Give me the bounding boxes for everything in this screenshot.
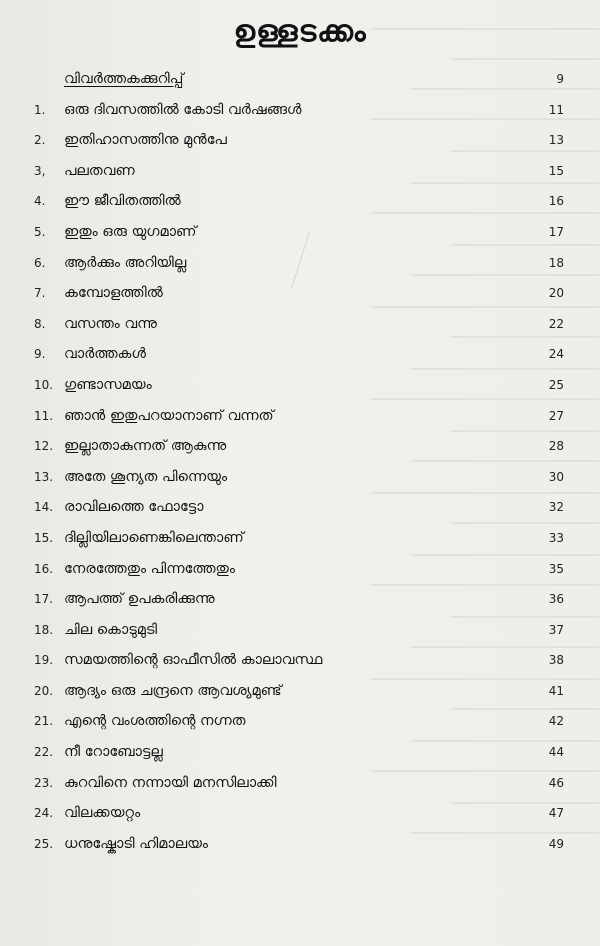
toc-entry-title: വിലക്കയറ്റം [64, 805, 141, 822]
toc-entry-title: പലതവണ [64, 162, 135, 179]
toc-row [34, 706, 564, 737]
toc-page-number: 25 [548, 377, 564, 392]
toc-page-number: 13 [548, 133, 564, 148]
toc-entry-number: 2. [34, 133, 46, 148]
toc-page-number: 32 [548, 500, 564, 515]
toc-entry-number: 15. [34, 530, 54, 545]
toc-entry-title: ചില കൊടുമുടി [64, 621, 157, 638]
toc-entry-title: ആദ്യം ഒരു ചന്ദ്രനെ ആവശ്യമുണ്ട് [64, 682, 282, 699]
toc-row [34, 278, 564, 309]
toc-entry-number: 18. [34, 622, 54, 637]
toc-page-number: 49 [548, 836, 564, 851]
toc-row [34, 431, 564, 462]
table-of-contents [34, 64, 564, 859]
toc-row [34, 829, 564, 860]
toc-page-number: 28 [548, 439, 564, 454]
toc-row [34, 554, 564, 585]
toc-entry-title: കുറവിനെ നന്നായി മനസിലാക്കി [64, 774, 277, 791]
toc-row [34, 95, 564, 126]
toc-entry-number: 16. [34, 561, 54, 576]
bleed-through-line [450, 58, 600, 60]
toc-page-number: 44 [548, 745, 564, 760]
toc-page-number: 15 [548, 163, 564, 178]
toc-page-number: 36 [548, 592, 564, 607]
page-title: ഉള്ളടക്കം [233, 14, 367, 49]
toc-row [34, 737, 564, 768]
toc-entry-number: 20. [34, 683, 54, 698]
toc-preface-row [34, 64, 564, 95]
toc-entry-title: നേരത്തേതും പിന്നത്തേതും [64, 560, 235, 577]
toc-row [34, 401, 564, 432]
toc-entry-title: അതേ ശൂന്യത പിന്നെയും [64, 468, 228, 485]
toc-entry-title: ധനുഷ്കോടി ഹിമാലയം [64, 835, 209, 852]
toc-entry-number: 14. [34, 500, 54, 515]
toc-page-number: 20 [548, 286, 564, 301]
toc-entry-number: 4. [34, 194, 46, 209]
toc-row [34, 615, 564, 646]
toc-entry-title: വാർത്തകൾ [64, 346, 146, 363]
toc-row [34, 156, 564, 187]
toc-entry-number: 9. [34, 347, 46, 362]
toc-entry-number: 5. [34, 224, 46, 239]
toc-entry-number: 17. [34, 592, 54, 607]
toc-entry-number: 23. [34, 775, 54, 790]
toc-row [34, 339, 564, 370]
toc-entry-title: ഇതിഹാസത്തിനു മുൻപേ [64, 132, 227, 149]
toc-entry-number: 7. [34, 286, 46, 301]
toc-row [34, 523, 564, 554]
toc-row [34, 645, 564, 676]
toc-page-number: 9 [556, 72, 564, 86]
toc-page-number: 33 [548, 530, 564, 545]
toc-entry-number: 12. [34, 439, 54, 454]
toc-entry-title: ആർക്കും അറിയില്ല [64, 254, 187, 271]
toc-row [34, 462, 564, 493]
toc-row [34, 309, 564, 340]
toc-page-number: 24 [548, 347, 564, 362]
toc-row [34, 248, 564, 279]
toc-page-number: 22 [548, 316, 564, 331]
toc-page-number: 27 [548, 408, 564, 423]
toc-row [34, 768, 564, 799]
toc-entry-number: 22. [34, 745, 54, 760]
toc-page-number: 30 [548, 469, 564, 484]
toc-entry-title: സമയത്തിന്റെ ഓഫീസിൽ കാലാവസ്ഥ [64, 652, 323, 669]
toc-entry-title: വിവർത്തകക്കുറിപ്പ് [64, 71, 184, 87]
toc-entry-title: ഇല്ലാതാകുന്നത് ആകുന്നു [64, 438, 227, 455]
toc-entry-number: 10. [34, 377, 54, 392]
toc-entry-title: ഇതും ഒരു യുഗമാണ് [64, 223, 197, 240]
toc-entry-title: വസന്തം വന്നു [64, 315, 157, 332]
toc-row [34, 125, 564, 156]
toc-entry-title: ആപത്ത് ഉപകരിക്കുന്നു [64, 591, 215, 608]
toc-row [34, 370, 564, 401]
toc-page-number: 11 [548, 102, 564, 117]
toc-entry-number: 8. [34, 316, 46, 331]
toc-entry-title: ഗുണ്ടാസമയം [64, 376, 152, 393]
toc-entry-title: ഒരു ദിവസത്തിൽ കോടി വർഷങ്ങൾ [64, 101, 302, 118]
toc-page-number: 16 [548, 194, 564, 209]
toc-entry-number: 25. [34, 836, 54, 851]
toc-page-number: 18 [548, 255, 564, 270]
toc-entry-number: 3, [34, 163, 46, 178]
toc-entry-number: 1. [34, 102, 46, 117]
toc-entry-title: ദില്ലിയിലാണെങ്കിലെന്താണ് [64, 529, 244, 546]
toc-entry-number: 11. [34, 408, 54, 423]
toc-row [34, 676, 564, 707]
toc-entry-number: 24. [34, 806, 54, 821]
toc-page-number: 41 [548, 683, 564, 698]
toc-page-number: 38 [548, 653, 564, 668]
toc-entry-number: 19. [34, 653, 54, 668]
toc-page-number: 37 [548, 622, 564, 637]
toc-page-number: 35 [548, 561, 564, 576]
toc-entry-title: നീ റോബോട്ടല്ല [64, 744, 163, 761]
toc-row [34, 492, 564, 523]
toc-row [34, 186, 564, 217]
toc-entry-number: 21. [34, 714, 54, 729]
toc-entry-title: എന്റെ വംശത്തിന്റെ നഗ്നത [64, 713, 246, 730]
toc-entry-number: 13. [34, 469, 54, 484]
toc-entry-number: 6. [34, 255, 46, 270]
toc-row [34, 584, 564, 615]
toc-page-number: 42 [548, 714, 564, 729]
toc-entry-title: ഈ ജീവിതത്തിൽ [64, 193, 181, 210]
toc-page-number: 47 [548, 806, 564, 821]
toc-page-number: 17 [548, 224, 564, 239]
toc-entry-title: കമ്പോളത്തിൽ [64, 285, 163, 302]
toc-row [34, 217, 564, 248]
toc-entry-title: ഞാൻ ഇതുപറയാനാണ് വന്നത് [64, 407, 274, 424]
toc-page-number: 46 [548, 775, 564, 790]
toc-row [34, 798, 564, 829]
toc-entry-title: രാവിലത്തെ ഫോട്ടോ [64, 499, 204, 516]
